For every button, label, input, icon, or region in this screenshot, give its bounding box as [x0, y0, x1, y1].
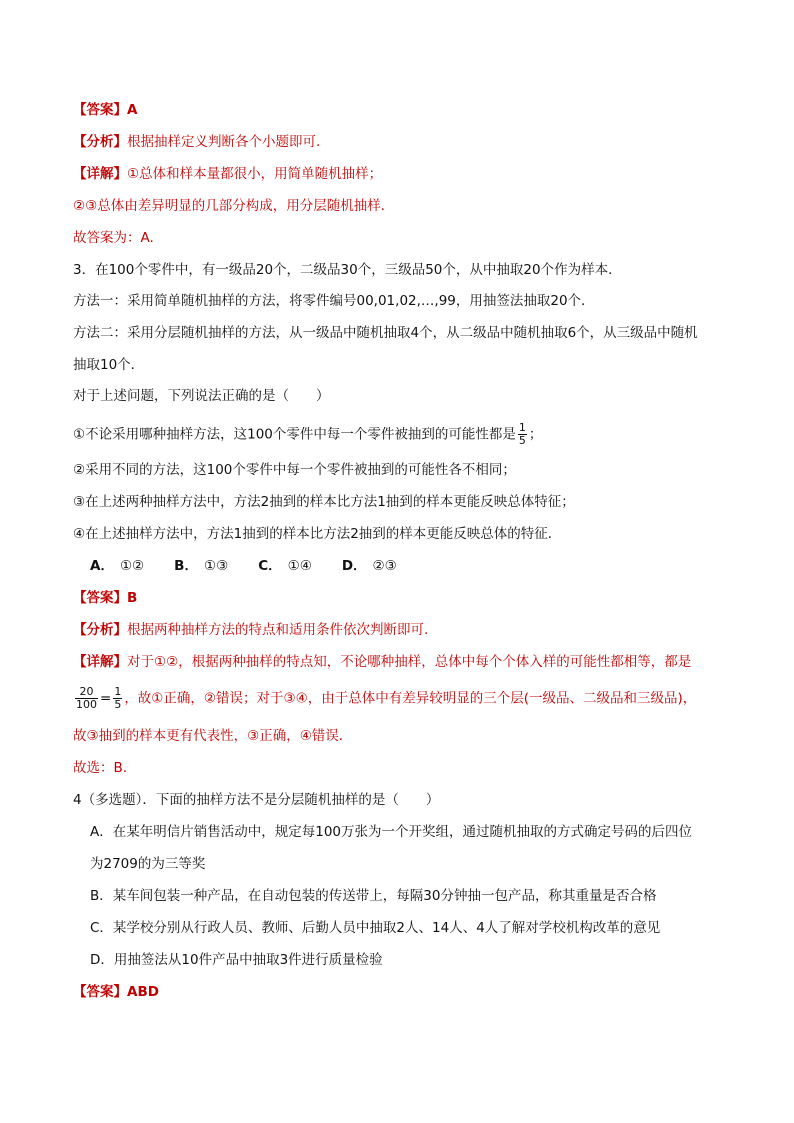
- detail-tag: 【详解】: [73, 166, 127, 182]
- answer-tag: 【答案】: [73, 590, 127, 606]
- detail-line-3c: 故③抽到的样本更有代表性，③正确，④错误．: [73, 728, 353, 744]
- detail-text: ①总体和样本量都很小，用简单随机抽样；: [127, 166, 383, 182]
- conclusion-line-3: 故选：B.: [73, 760, 128, 776]
- analysis-tag: 【分析】: [73, 622, 127, 638]
- question-3-method-2a: 方法二：采用分层随机抽样的方法，从一级品中随机抽取4个，从二级品中随机抽取6个，从三级品中随机: [73, 325, 698, 341]
- detail-line-2: ②③总体由差异明显的几部分构成，用分层随机抽样．: [73, 198, 395, 214]
- statement-4: ④在上述抽样方法中，方法1抽到的样本比方法2抽到的样本更能反映总体的特征．: [73, 526, 562, 542]
- detail-tag: 【详解】: [73, 654, 127, 670]
- answer-tag: 【答案】: [73, 102, 127, 118]
- detail-text: 对于①②，根据两种抽样的特点知，不论哪种抽样，总体中每个个体入样的可能性都相等，都是: [127, 654, 692, 670]
- option-a-line-1: A．在某年明信片销售活动中，规定每100万张为一个开奖组，通过随机抽取的方式确定号码的后四位: [90, 824, 693, 840]
- statement-1-text: ①不论采用哪种抽样方法，这100个零件中每一个零件被抽到的可能性都是: [73, 426, 516, 443]
- detail-line-3a: [73, 652, 691, 672]
- conclusion-line-1: 故答案为：A.: [73, 230, 154, 246]
- statement-2: ②采用不同的方法，这100个零件中每一个零件被抽到的可能性各不相同；: [73, 462, 516, 478]
- question-4-stem: 4（多选题）．下面的抽样方法不是分层随机抽样的是（ ）: [73, 792, 440, 808]
- option-d: D．用抽签法从10件产品中抽取3件进行质量检验: [90, 952, 383, 968]
- answer-tag: 【答案】: [73, 984, 127, 1000]
- analysis-line-1: [73, 132, 320, 152]
- fraction-20-100: $\frac{20}{100}$: [76, 685, 97, 711]
- question-3-choices: [90, 556, 427, 576]
- fraction-one-fifth: $\frac{1}{5}$: [518, 421, 526, 447]
- question-3-method-1: 方法一：采用简单随机抽样的方法，将零件编号00,01,02,…,99，用抽签法抽取20个．: [73, 293, 595, 309]
- answer-line-4: [73, 982, 159, 1002]
- analysis-line-3: [73, 620, 428, 640]
- answer-value: A: [127, 102, 138, 118]
- detail-text: ，故①正确，②错误；对于③④，由于总体中有差异较明显的三个层(一级品、二级品和三级品)，: [124, 690, 697, 707]
- choice-c: C． ①④: [258, 558, 312, 574]
- choice-a: A． ①②: [90, 558, 145, 574]
- question-3-prompt: 对于上述问题，下列说法正确的是（ ）: [73, 388, 330, 404]
- answer-line-3: [73, 588, 137, 608]
- detail-line-1: [73, 164, 382, 184]
- answer-line-1: [73, 100, 137, 120]
- choice-b: B． ①③: [174, 558, 229, 574]
- question-3-method-2b: 抽取10个．: [73, 357, 145, 373]
- statement-3: ③在上述两种抽样方法中，方法2抽到的样本比方法1抽到的样本更能反映总体特征；: [73, 494, 575, 510]
- fraction-1-5: $\frac{1}{5}$: [114, 685, 122, 711]
- analysis-tag: 【分析】: [73, 134, 127, 150]
- detail-line-3b: $\frac{20}{100}$ = $\frac{1}{5}$ ，故①正确，②错误；对于③④，由于总体中有差异较明显的三个层(一级品、二级品和三级品)，: [76, 685, 697, 711]
- option-a-line-2: 为2709的为三等奖: [90, 856, 206, 872]
- statement-1: ①不论采用哪种抽样方法，这100个零件中每一个零件被抽到的可能性都是 $\frac{1}{5}$ ；: [73, 421, 543, 447]
- question-3-stem: 3．在100个零件中，有一级品20个，二级品30个，三级品50个，从中抽取20个作为样本．: [73, 262, 622, 278]
- option-c: C．某学校分别从行政人员、教师、后勤人员中抽取2人、14人、4人了解对学校机构改革的意见: [90, 920, 661, 936]
- answer-value: B: [127, 590, 138, 606]
- choice-d: D． ②③: [341, 558, 397, 574]
- analysis-text: 根据抽样定义判断各个小题即可.: [127, 134, 321, 150]
- analysis-text: 根据两种抽样方法的特点和适用条件依次判断即可.: [127, 622, 429, 638]
- option-b: B．某车间包装一种产品，在自动包装的传送带上，每隔30分钟抽一包产品，称其重量是否合格: [90, 888, 657, 904]
- answer-value: ABD: [127, 984, 159, 1000]
